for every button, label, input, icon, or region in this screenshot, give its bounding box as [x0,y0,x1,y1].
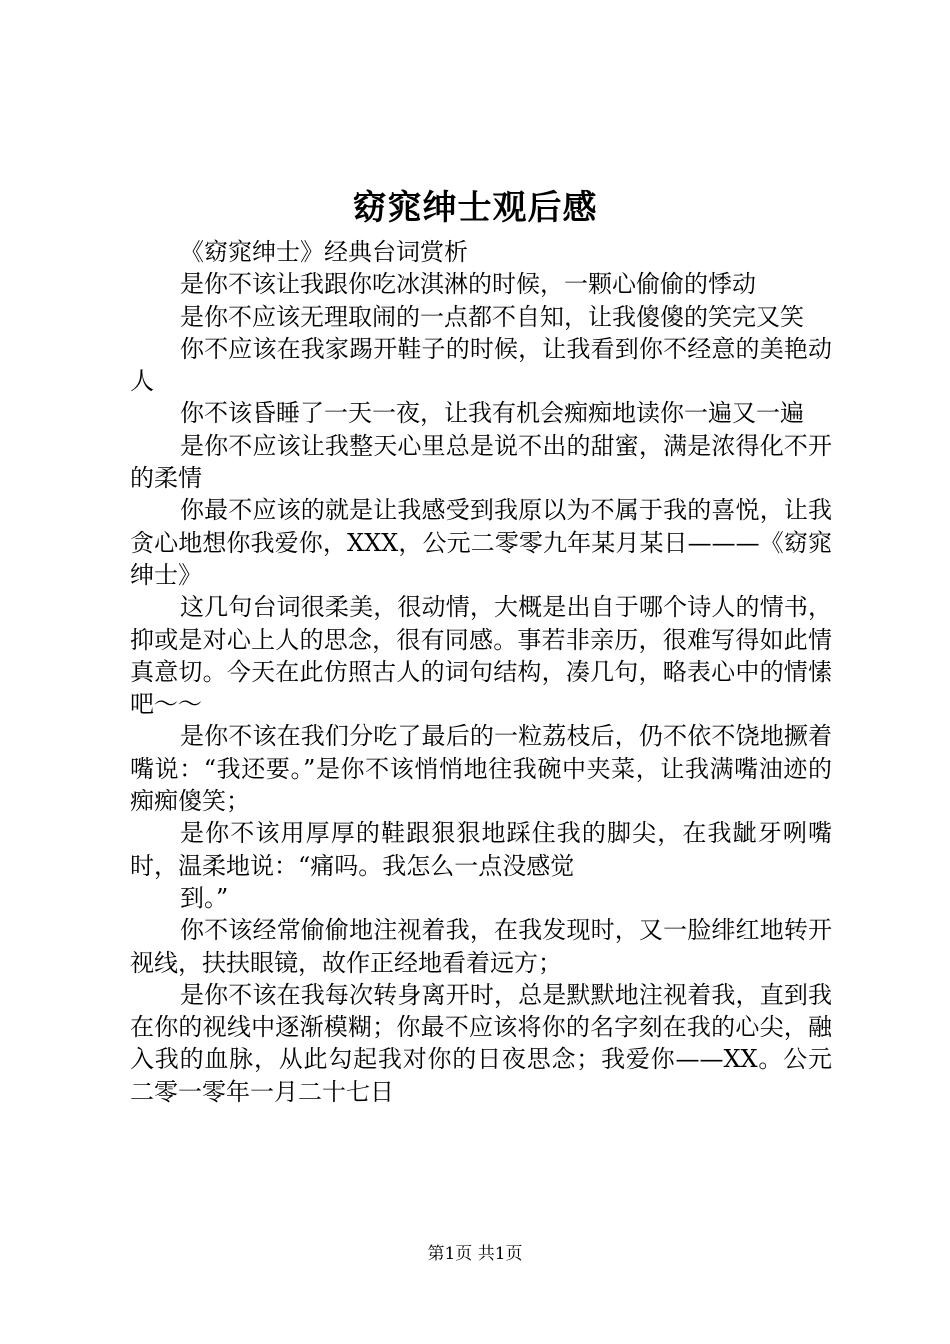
paragraph: 你不该昏睡了一天一夜，让我有机会痴痴地读你一遍又一遍 [180,399,804,428]
page-footer: 第1页 共1页 [427,1244,523,1264]
paragraph: 是你不该用厚厚的鞋跟狠狠地踩住我的脚尖，在我龇牙咧嘴时，温柔地说：“痛吗。我怎么一点没感觉 [130,819,832,880]
paragraph: 《窈窕绅士》经典台词赏析 [180,238,468,266]
document-body [130,236,832,1108]
paragraph: 是你不应该无理取闹的一点都不自知，让我傻傻的笑完又笑 [180,302,804,331]
paragraph: 到。” [180,883,229,912]
paragraph: 这几句台词很柔美，很动情，大概是出自于哪个诗人的情书，抑或是对心上人的思念，很有同感。事若非亲历，很难写得如此情真意切。今天在此仿照古人的词句结构，凑几句，略表心中的情愫吧～～ [130,593,832,719]
paragraph: 你最不应该的就是让我感受到我原以为不属于我的喜悦，让我贪心地想你我爱你，XXX，公元二零零九年某月某日———《窈窕绅士》 [130,496,832,589]
paragraph: 是你不该让我跟你吃冰淇淋的时候，一颗心偷偷的悸动 [180,270,756,299]
paragraph: 是你不该在我们分吃了最后的一粒荔枝后，仍不依不饶地撅着嘴说：“我还要。”是你不该悄悄地往我碗中夹菜，让我满嘴油迹的痴痴傻笑； [130,722,832,816]
paragraph: 是你不应该让我整天心里总是说不出的甜蜜，满是浓得化不开的柔情 [130,431,832,493]
document-title: 窈窕绅士观后感 [352,188,598,228]
paragraph: 你不该经常偷偷地注视着我，在我发现时，又一脸绯红地转开视线，扶扶眼镜，故作正经地看着远方； [130,916,832,977]
paragraph: 你不应该在我家踢开鞋子的时候，让我看到你不经意的美艳动人 [130,334,832,396]
paragraph: 是你不该在我每次转身离开时，总是默默地注视着我，直到我在你的视线中逐渐模糊；你最不应该将你的名字刻在我的心尖，融入我的血脉，从此勾起我对你的日夜思念；我爱你——XX。公元二零一零年一月二十七日 [130,980,832,1106]
